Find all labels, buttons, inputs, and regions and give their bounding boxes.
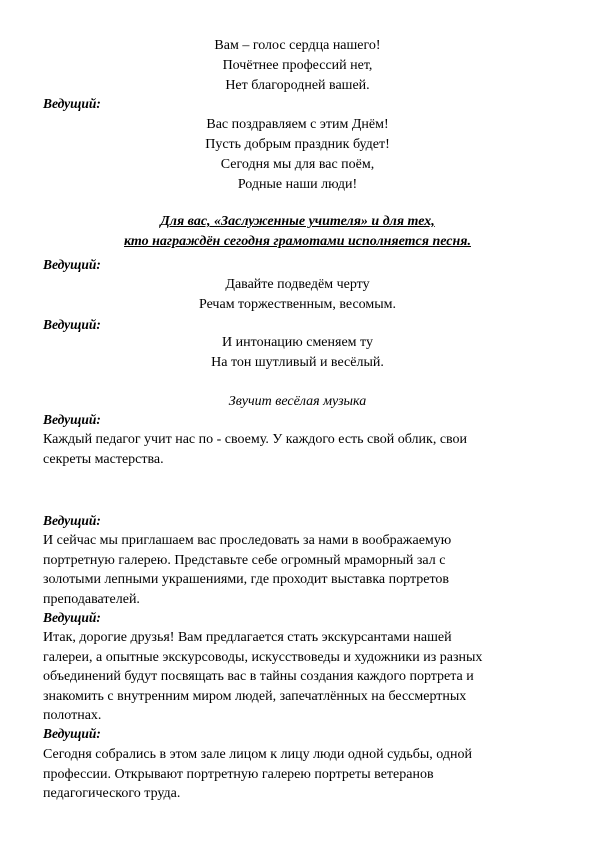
paragraph-line: педагогического труда.	[43, 786, 181, 801]
poem-line: Пусть добрым праздник будет!	[205, 137, 390, 152]
speaker-label: Ведущий:	[43, 257, 101, 272]
speaker-label: Ведущий:	[43, 317, 101, 332]
paragraph-line: И сейчас мы приглашаем вас проследовать за нами в воображаемую	[43, 533, 452, 548]
paragraph	[43, 628, 555, 726]
poem-line: На тон шутливый и весёлый.	[211, 355, 384, 370]
speaker-label: Ведущий:	[43, 412, 101, 427]
poem-line: Нет благородней вашей.	[225, 78, 370, 93]
paragraph	[43, 745, 555, 804]
paragraph-line: золотыми лепными украшениями, где проходит выставка портретов	[43, 572, 449, 587]
paragraph-line: знакомить с внутренним миром людей, запечатлённых на бессмертных	[43, 688, 467, 704]
paragraph-line: полотнах.	[43, 708, 102, 723]
poem-line: Речам торжественным, весомым.	[198, 297, 397, 312]
music-note: Звучит весёлая музыка	[228, 394, 367, 409]
paragraph	[43, 430, 555, 469]
poem-line: Вам – голос сердца нашего!	[214, 38, 381, 53]
paragraph-line: объединений будут посвящать вас в тайны создания каждого портрета и	[43, 669, 474, 684]
poem-line: Почётнее профессий нет,	[222, 58, 373, 73]
paragraph-line: секреты мастерства.	[43, 451, 164, 467]
paragraph-line: Каждый педагог учит нас по - своему. У каждого есть свой облик, свои	[43, 432, 468, 447]
paragraph	[43, 531, 555, 609]
speaker-label: Ведущий:	[43, 726, 101, 741]
paragraph-line: преподавателей.	[43, 591, 140, 607]
poem-line: И интонацию сменяем ту	[222, 335, 373, 350]
poem-line: Родные наши люди!	[237, 177, 358, 192]
paragraph-line: галереи, а опытные экскурсоводы, искусствоведы и художники из разных	[43, 649, 483, 665]
paragraph-line: Итак, дорогие друзья! Вам предлагается стать экскурсантами нашей	[43, 630, 452, 645]
speaker-label: Ведущий:	[43, 610, 101, 625]
paragraph-line: портретную галерею. Представьте себе огромный мраморный зал с	[43, 552, 446, 568]
song-note-line: Для вас, «Заслуженные учителя» и для тех,	[160, 214, 435, 229]
paragraph-line: Сегодня собрались в этом зале лицом к лицу люди одной судьбы, одной	[43, 747, 473, 762]
song-note-line: кто награждён сегодня грамотами исполняется песня.	[124, 234, 471, 249]
poem-line: Вас поздравляем с этим Днём!	[206, 117, 389, 132]
speaker-label: Ведущий:	[43, 513, 101, 528]
poem-line: Давайте подведём черту	[225, 277, 370, 292]
speaker-label: Ведущий:	[43, 96, 101, 111]
paragraph-line: профессии. Открывают портретную галерею портреты ветеранов	[43, 766, 434, 782]
poem-line: Сегодня мы для вас поём,	[220, 157, 375, 172]
